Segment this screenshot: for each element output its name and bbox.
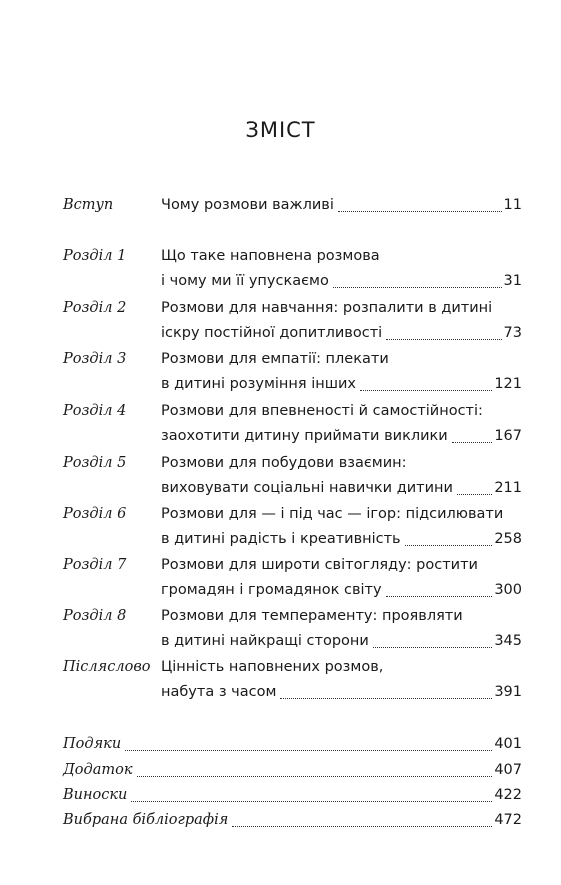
page-number: 401 — [494, 736, 522, 752]
leader-dots — [452, 442, 493, 443]
entry-label: Розділ 5 — [63, 455, 127, 471]
entry-title-line1: Цінність наповнених розмов, — [161, 659, 384, 675]
entry-label: Розділ 7 — [63, 557, 127, 573]
entry-line — [161, 325, 522, 345]
entry-title-line2: заохотити дитину приймати виклики — [161, 428, 448, 444]
entry-line — [161, 428, 522, 448]
leader-dots — [386, 596, 493, 597]
entry-title-line1: Розмови для побудови взаємин: — [161, 455, 407, 471]
leader-dots — [137, 776, 493, 777]
entry-title-line1: Розмови для емпатії: плекати — [161, 351, 389, 367]
entry-label: Післяслово — [63, 659, 151, 675]
entry-title-line1: Розмови для навчання: розпалити в дитині — [161, 300, 493, 316]
entry-title: Чому розмови важливі — [161, 197, 334, 213]
entry-title-line1: Розмови для широти світогляду: ростити — [161, 557, 478, 573]
leader-dots — [360, 390, 492, 391]
entry-line — [161, 480, 522, 500]
entry-label: Вибрана бібліографія — [63, 812, 229, 828]
page-number: 345 — [494, 633, 522, 649]
entry-title-line2: в дитині радість і креативність — [161, 531, 401, 547]
entry-line — [161, 376, 522, 396]
page-number: 300 — [494, 582, 522, 598]
toc-entry-appendix — [63, 762, 522, 782]
entry-line — [161, 582, 522, 602]
page-number: 211 — [494, 480, 522, 496]
entry-title-line2: в дитині розуміння інших — [161, 376, 356, 392]
entry-title-line2: набута з часом — [161, 684, 277, 700]
entry-label: Розділ 8 — [63, 608, 127, 624]
leader-dots — [333, 287, 502, 288]
page-number: 407 — [494, 762, 522, 778]
leader-dots — [232, 826, 492, 827]
entry-title-line1: Розмови для темпераменту: проявляти — [161, 608, 463, 624]
entry-title-line2: іскру постійної допитливості — [161, 325, 383, 341]
entry-title-line1: Розмови для — і під час — ігор: підсилювати — [161, 506, 504, 522]
leader-dots — [280, 698, 492, 699]
entry-label: Додаток — [63, 762, 133, 778]
leader-dots — [131, 801, 492, 802]
entry-label: Розділ 2 — [63, 300, 127, 316]
toc-entry-bibliography — [63, 812, 522, 832]
page-number: 391 — [494, 684, 522, 700]
entry-label: Виноски — [63, 787, 128, 803]
entry-title-line1: Розмови для впевненості й самостійності: — [161, 403, 483, 419]
entry-line — [161, 197, 522, 217]
entry-label: Подяки — [63, 736, 122, 752]
entry-line — [161, 684, 522, 704]
entry-label: Розділ 4 — [63, 403, 127, 419]
entry-title-line2: громадян і громадянок світу — [161, 582, 382, 598]
leader-dots — [405, 545, 493, 546]
entry-title-line1: Що таке наповнена розмова — [161, 248, 380, 264]
leader-dots — [386, 339, 501, 340]
page-number: 167 — [494, 428, 522, 444]
toc-entry-notes — [63, 787, 522, 807]
page-number: 258 — [494, 531, 522, 547]
entry-line — [161, 273, 522, 293]
page-number: 73 — [503, 325, 522, 341]
page-number: 472 — [494, 812, 522, 828]
leader-dots — [125, 750, 492, 751]
entry-label: Розділ 6 — [63, 506, 127, 522]
entry-label: Вступ — [63, 197, 114, 213]
toc-entry-acknowledgements — [63, 736, 522, 756]
page-title: ЗМІСТ — [245, 118, 316, 142]
leader-dots — [338, 211, 502, 212]
leader-dots — [373, 647, 493, 648]
page-number: 11 — [503, 197, 522, 213]
leader-dots — [457, 494, 492, 495]
entry-label: Розділ 1 — [63, 248, 127, 264]
entry-label: Розділ 3 — [63, 351, 127, 367]
entry-title-line2: виховувати соціальні навички дитини — [161, 480, 453, 496]
entry-line — [161, 633, 522, 653]
page-number: 31 — [503, 273, 522, 289]
entry-line — [161, 531, 522, 551]
page-number: 422 — [494, 787, 522, 803]
page-number: 121 — [494, 376, 522, 392]
entry-title-line2: і чому ми її упускаємо — [161, 273, 329, 289]
entry-title-line2: в дитині найкращі сторони — [161, 633, 369, 649]
